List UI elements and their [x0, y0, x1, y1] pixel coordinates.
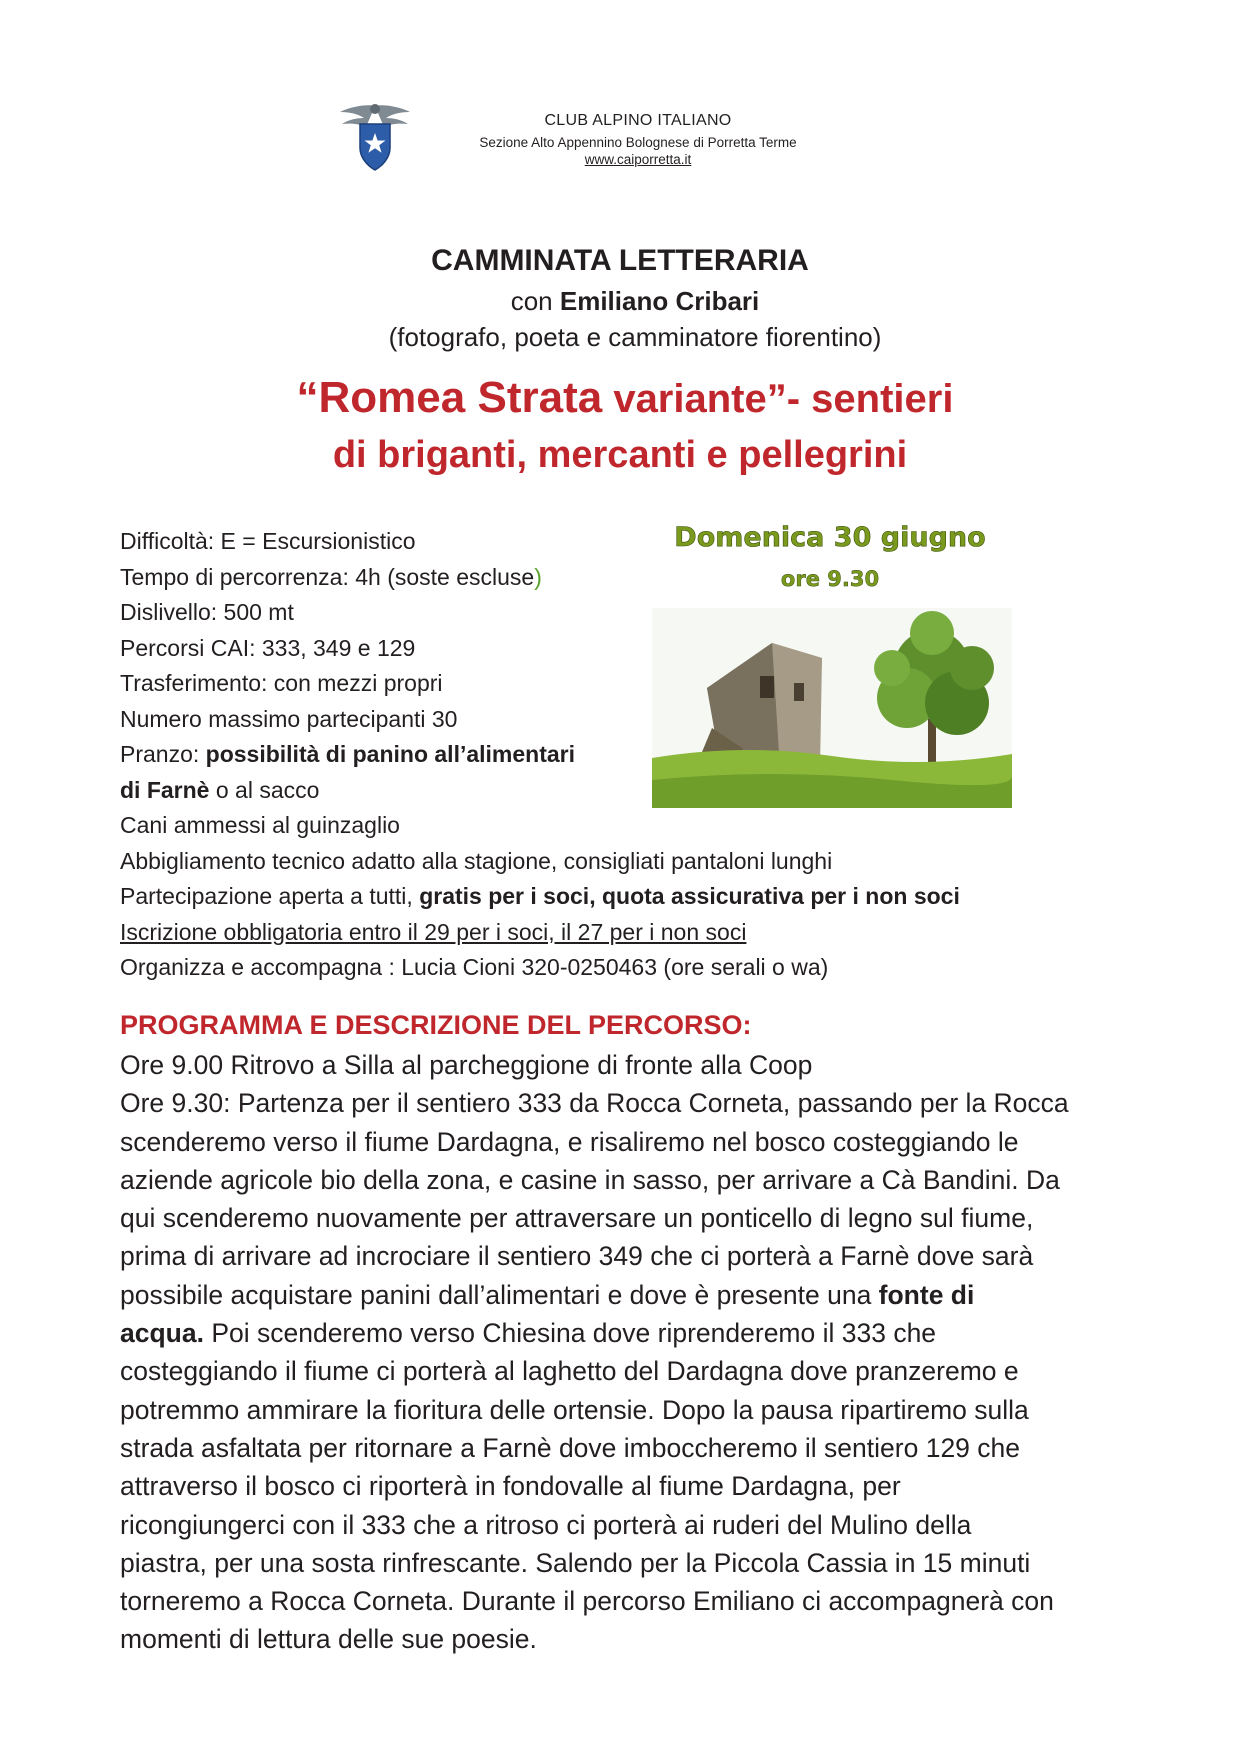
cai-logo-icon: [338, 100, 412, 172]
poster-date: Domenica 30 giugno: [674, 522, 986, 553]
program-line: [120, 1276, 1130, 1314]
route-title-a: “Romea Strata: [296, 373, 603, 422]
lunch-label: Pranzo:: [120, 741, 206, 767]
lunch-bold-2: di Farnè: [120, 776, 210, 803]
max-participants: Numero massimo partecipanti 30: [120, 705, 458, 732]
participation-label: Partecipazione aperta a tutti,: [120, 883, 420, 909]
program-line: attraverso il bosco ci riporterà in fondovalle al fiume Dardagna, per: [120, 1471, 901, 1502]
route-title: [0, 370, 1240, 483]
program-line: momenti di lettura delle sue poesie.: [120, 1624, 537, 1655]
program-line: costeggiando il fiume ci porterà al laghetto del Dardagna dove pranzeremo e: [120, 1356, 1019, 1387]
difficulty: Difficoltà: E = Escursionistico: [120, 528, 416, 554]
program-line: [120, 1314, 1130, 1352]
program-line: piastra, per una sosta rinfrescante. Salendo per la Piccola Cassia in 15 minuti: [120, 1547, 1031, 1578]
guest-description: (fotografo, poeta e camminatore fiorentino): [388, 322, 882, 352]
transfer: Trasferimento: con mezzi propri: [120, 670, 443, 696]
program-text: Poi scenderemo verso Chiesina dove riprenderemo il 333 che: [203, 1318, 937, 1349]
program-line: Ore 9.00 Ritrovo a Silla al parcheggione di fronte alla Coop: [120, 1050, 813, 1080]
poster-time: ore 9.30: [780, 567, 880, 591]
program-line: qui scenderemo nuovamente per attraversare un ponticello di legno sul fiume,: [120, 1203, 1034, 1234]
program-title: PROGRAMMA E DESCRIZIONE DEL PERCORSO:: [120, 1010, 752, 1040]
duration-paren: ): [534, 563, 542, 590]
route-title-b: variante”- sentieri: [602, 377, 954, 421]
water-source-bold: fonte di: [878, 1279, 975, 1310]
section-name: Sezione Alto Appennino Bolognese di Porretta Terme: [479, 135, 797, 150]
header-text: [428, 112, 848, 169]
route-title-line2: di briganti, mercanti e pellegrini: [332, 434, 908, 476]
organizer: Organizza e accompagna : Lucia Cioni 320-0250463 (ore serali o wa): [120, 954, 829, 980]
duration: [120, 560, 1020, 596]
program-line: ricongiungerci con il 333 che a ritroso ci porterà ai ruderi del Mulino della: [120, 1509, 972, 1540]
event-details: [120, 524, 1020, 986]
lunch-rest: o al sacco: [209, 776, 320, 803]
guest-line: [0, 286, 1240, 317]
program-line: strada asfaltata per ritornare a Farnè dove imboccheremo il sentiero 129 che: [120, 1432, 1021, 1463]
program-line: torneremo a Rocca Corneta. Durante il percorso Emiliano ci accompagnerà con: [120, 1586, 1054, 1617]
program-line: prima di arrivare ad incrociare il sentiero 349 che ci porterà a Farnè dove sarà: [120, 1241, 1034, 1272]
registration: Iscrizione obbligatoria entro il 29 per i soci, il 27 per i non soci: [120, 918, 747, 945]
guest-prefix: con: [510, 286, 560, 316]
elevation: Dislivello: 500 mt: [120, 599, 294, 625]
cai-paths: Percorsi CAI: 333, 349 e 129: [120, 634, 416, 661]
event-title: CAMMINATA LETTERARIA: [431, 244, 809, 277]
program-line: aziende agricole bio della zona, e casine in sasso, per arrivare a Cà Bandini. Da: [120, 1164, 1060, 1195]
lunch-bold-1: possibilità di panino all’alimentari: [205, 741, 576, 767]
org-name: CLUB ALPINO ITALIANO: [544, 112, 732, 129]
duration-text: Tempo di percorrenza: 4h (soste escluse: [120, 563, 535, 590]
participation-bold: gratis per i soci, quota assicurativa per i non soci: [419, 883, 960, 909]
program-line: potremmo ammirare la fioritura delle ortensie. Dopo la pausa ripartiremo sulla: [120, 1394, 1029, 1425]
website-link[interactable]: www.caiporretta.it: [584, 152, 692, 167]
water-bold: acqua.: [120, 1318, 204, 1349]
program-text: possibile acquistare panini dall’alimentari e dove è presente una: [120, 1279, 879, 1310]
program-body: [120, 1046, 1130, 1659]
participation: [120, 879, 1020, 915]
dogs: Cani ammessi al guinzaglio: [120, 812, 400, 838]
program-line: Ore 9.30: Partenza per il sentiero 333 da Rocca Corneta, passando per la Rocca: [120, 1088, 1069, 1119]
lunch-line-1: [120, 737, 1020, 773]
lunch-line-2: [120, 773, 1020, 809]
clothing: Abbigliamento tecnico adatto alla stagione, consigliati pantaloni lunghi: [120, 847, 833, 874]
header: [338, 100, 838, 180]
program-line: scenderemo verso il fiume Dardagna, e risaliremo nel bosco costeggiando le: [120, 1126, 1019, 1157]
guest-name: Emiliano Cribari: [559, 286, 760, 316]
